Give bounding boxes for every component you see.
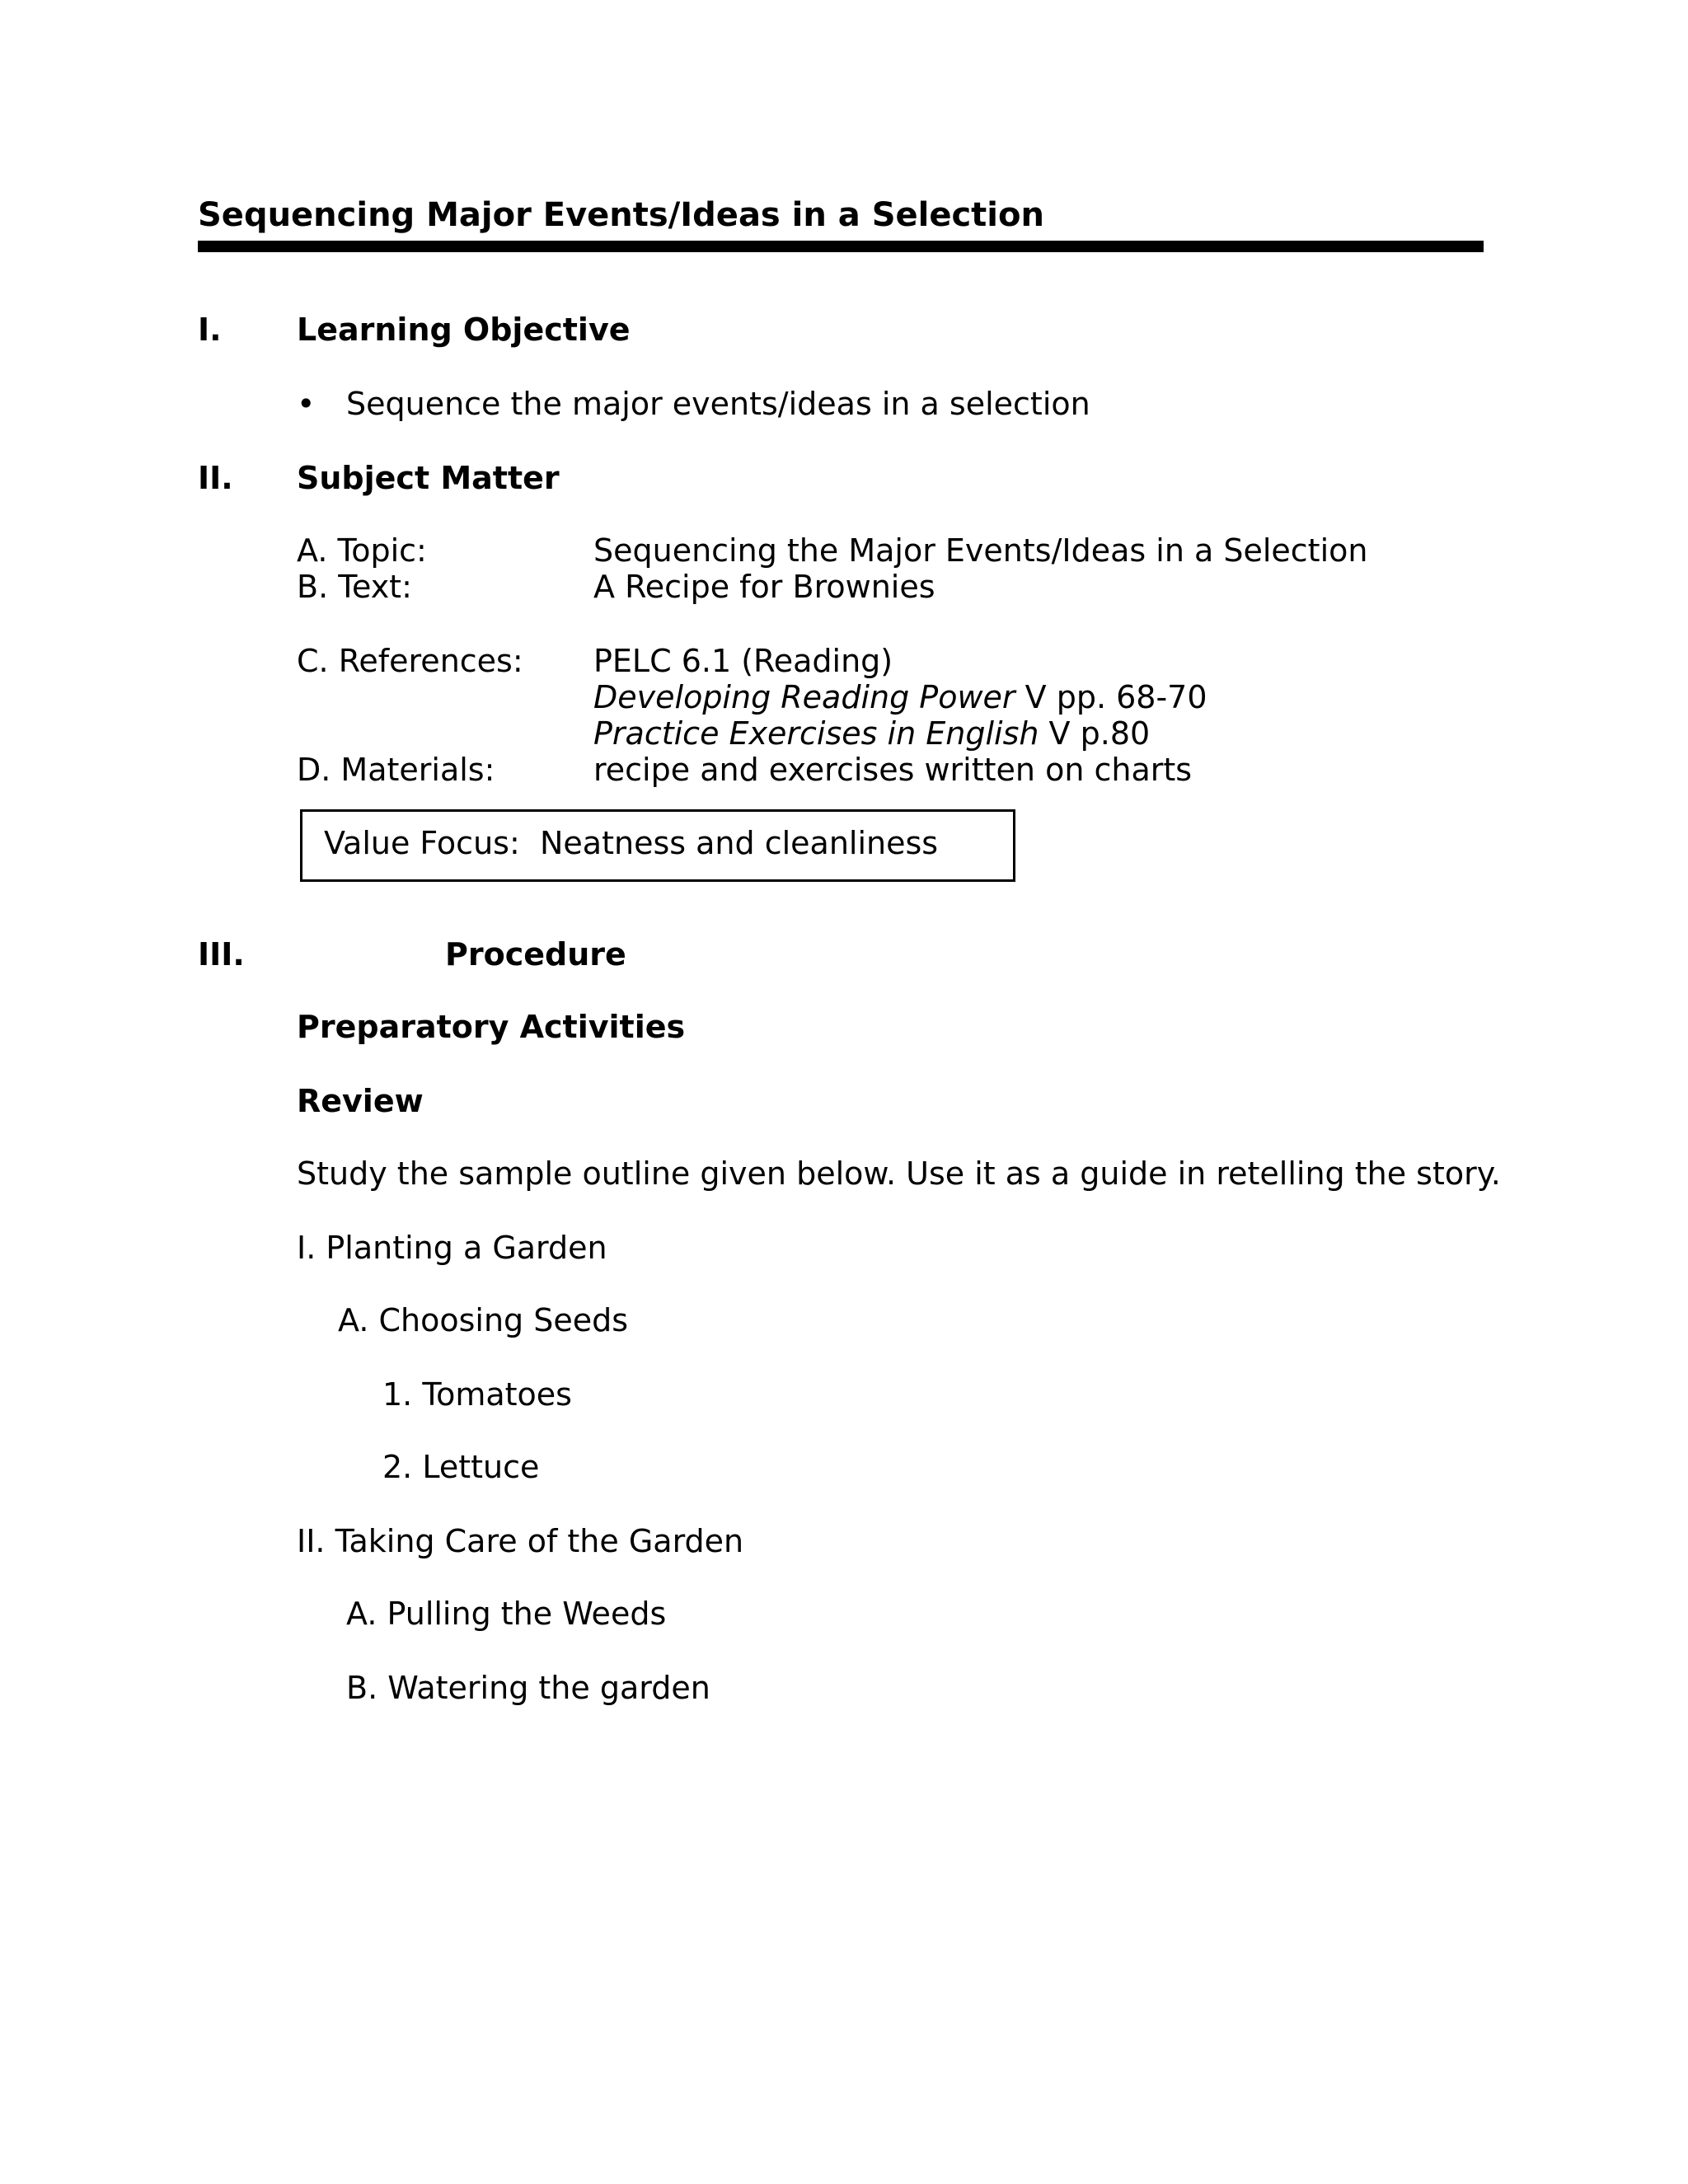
reference-3-title: Practice Exercises in English [593, 715, 1039, 752]
reference-3 [593, 715, 1150, 752]
outline-item: B. Watering the garden [346, 1670, 710, 1706]
outline-item: II. Taking Care of the Garden [297, 1523, 744, 1559]
text-value: A Recipe for Brownies [593, 569, 935, 605]
outline-item: 1. Tomatoes [382, 1376, 572, 1413]
value-focus-text: Neatness and cleanliness [540, 825, 939, 861]
materials-value: recipe and exercises written on charts [593, 752, 1193, 788]
reference-2 [593, 679, 1207, 715]
value-focus-label: Value Focus: [324, 825, 520, 861]
reference-2-pages: V pp. 68-70 [1015, 679, 1207, 715]
section-2-numeral: II. [198, 460, 233, 496]
section-3-heading: Procedure [445, 936, 626, 972]
learning-objective-item: Sequence the major events/ideas in a selection [346, 386, 1090, 422]
references-label: C. References: [297, 643, 523, 679]
review-instruction: Study the sample outline given below. Use it as a guide in retelling the story. [297, 1155, 1501, 1192]
title-underline-rule [198, 241, 1484, 252]
reference-2-title: Developing Reading Power [593, 679, 1015, 715]
topic-label: A. Topic: [297, 532, 427, 569]
outline-item: I. Planting a Garden [297, 1230, 607, 1266]
section-2-heading: Subject Matter [297, 460, 560, 496]
bullet-mark: • [297, 386, 316, 422]
reference-1: PELC 6.1 (Reading) [593, 643, 893, 679]
text-label: B. Text: [297, 569, 412, 605]
outline-item: 2. Lettuce [382, 1449, 540, 1485]
reference-3-pages: V p.80 [1039, 715, 1151, 752]
value-focus-box [300, 809, 1015, 882]
section-1-numeral: I. [198, 312, 222, 348]
topic-value: Sequencing the Major Events/Ideas in a Selection [593, 532, 1368, 569]
outline-item: A. Pulling the Weeds [346, 1596, 667, 1632]
section-1-heading: Learning Objective [297, 312, 631, 348]
review-heading: Review [297, 1083, 424, 1119]
preparatory-activities-heading: Preparatory Activities [297, 1009, 686, 1045]
materials-label: D. Materials: [297, 752, 495, 788]
outline-item: A. Choosing Seeds [338, 1302, 629, 1338]
document-title: Sequencing Major Events/Ideas in a Selection [198, 196, 1044, 234]
section-3-numeral: III. [198, 936, 245, 972]
